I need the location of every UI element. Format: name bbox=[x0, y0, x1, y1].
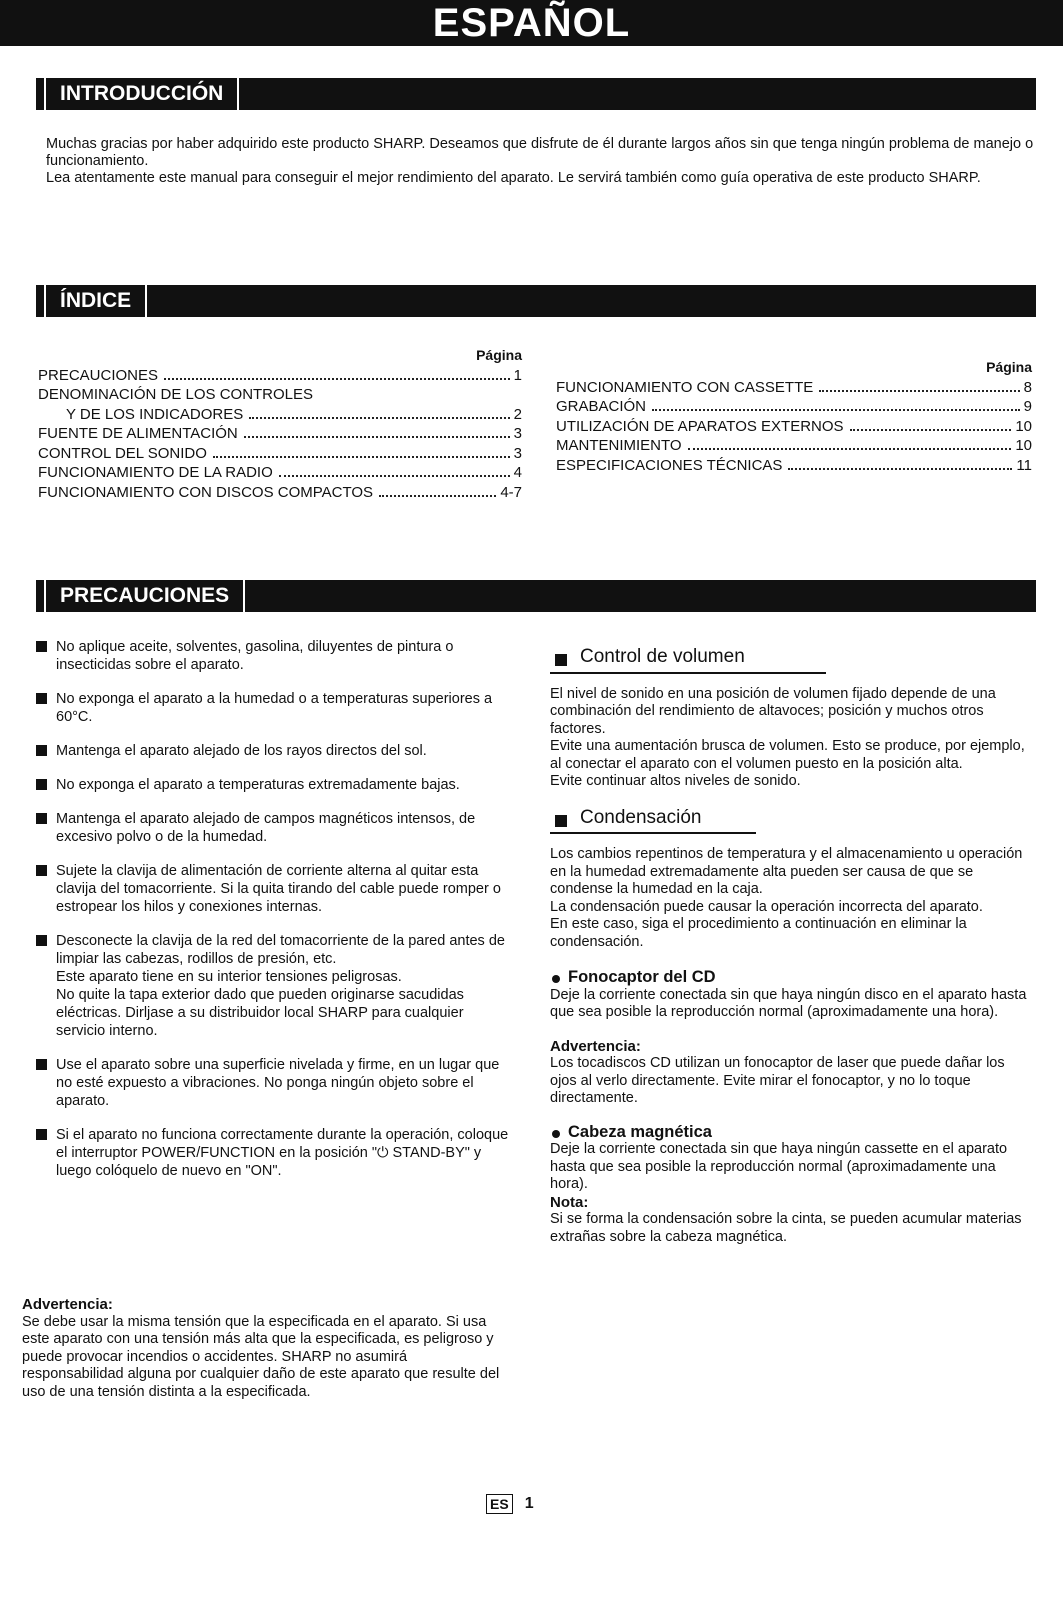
toc-page-label: Página bbox=[476, 347, 522, 363]
magnetic-head-heading: Cabeza magnética bbox=[550, 1124, 1028, 1142]
toc-row: FUNCIONAMIENTO CON CASSETTE 8 bbox=[556, 378, 1032, 396]
section-title-indice: ÍNDICE bbox=[44, 285, 147, 317]
volume-text: Evite continuar altos niveles de sonido. bbox=[550, 773, 801, 789]
toc-row: MANTENIMIENTO 10 bbox=[556, 437, 1032, 454]
laser-warning-heading: Advertencia: bbox=[550, 1037, 641, 1055]
toc-row: FUNCIONAMIENTO CON DISCOS COMPACTOS 4-7 bbox=[38, 483, 522, 501]
section-title-intro: INTRODUCCIÓN bbox=[44, 78, 239, 110]
page-title: ESPAÑOL bbox=[432, 1, 631, 45]
condensation-text: En este caso, siga el procedimiento a continuación en eliminar la condensación. bbox=[550, 916, 967, 950]
precautions-list bbox=[36, 638, 512, 1196]
precaution-item: Use el aparato sobre una superficie nivelada y firme, en un lugar que no esté expuesto a vibraciones. No ponga ningún objeto sobre el aparato. bbox=[36, 1056, 512, 1110]
magnetic-head-text: Deje la corriente conectada sin que haya ningún cassette en el aparato hasta que sea posible la reproducción normal (aproximadamente una hora). bbox=[550, 1141, 1008, 1192]
note-heading: Nota: bbox=[550, 1193, 589, 1211]
intro-text bbox=[46, 136, 1036, 187]
toc-left bbox=[38, 346, 522, 502]
cd-pickup-text: Deje la corriente conectada sin que haya ningún disco en el aparato hasta que sea posible la reproducción normal (aproximadamente una hora). bbox=[550, 986, 1027, 1020]
warning-heading: Advertencia: bbox=[22, 1296, 113, 1313]
precaution-item: Mantenga el aparato alejado de los rayos directos del sol. bbox=[36, 742, 512, 760]
precaution-item: No exponga el aparato a temperaturas extremadamente bajas. bbox=[36, 776, 512, 794]
laser-warning-text: Los tocadiscos CD utilizan un fonocaptor de laser que puede dañar los ojos al verlo directamente. Evite mirar el fonocaptor, y no lo toque directamente. bbox=[550, 1055, 1005, 1106]
toc-row: UTILIZACIÓN DE APARATOS EXTERNOS 10 bbox=[556, 417, 1032, 435]
precaution-item: Desconecte la clavija de la red del tomacorriente de la pared antes de limpiar las cabezas, rodillos de presión, etc. Este aparato tiene en su interior tensiones peligrosas. No quite la tapa exterior dado que pueden originarse sacudidas eléctricas. Dirljase a su distribuidor local SHARP para cualquier servicio interno. bbox=[36, 932, 512, 1040]
volume-heading: Control de volumen bbox=[550, 644, 826, 674]
condensation-text: La condensación puede causar la operación incorrecta del aparato. bbox=[550, 898, 983, 915]
toc-row: FUENTE DE ALIMENTACIÓN 3 bbox=[38, 425, 522, 442]
section-bar-indice bbox=[36, 285, 1036, 317]
toc-row: FUNCIONAMIENTO DE LA RADIO 4 bbox=[38, 464, 522, 481]
volume-text: Evite una aumentación brusca de volumen. Esto se produce, por ejemplo, al conectar el aparato con el volumen puesto en la posición alta. bbox=[550, 738, 1025, 772]
volume-text: El nivel de sonido en una posición de volumen fijado depende de una combinación del rendimiento de altavoces; posición y muchos otros factores. bbox=[550, 685, 996, 737]
precaution-item: Sujete la clavija de alimentación de corriente alterna al quitar esta clavija del tomacorriente. Si la quita tirando del cable puede romper o estropear los hilos y conexiones internas. bbox=[36, 862, 512, 916]
precaution-item: No exponga el aparato a la humedad o a temperaturas superiores a 60°C. bbox=[36, 690, 512, 726]
intro-paragraph: Lea atentamente este manual para conseguir el mejor rendimiento del aparato. Le servirá también como guía operativa de este producto SHARP. bbox=[46, 170, 981, 186]
page-title-banner bbox=[0, 0, 1063, 46]
condensation-text: Los cambios repentinos de temperatura y el almacenamiento u operación en la humedad extremadamente alta pueden ser causa de que se condense la humedad en la caja. bbox=[550, 846, 1023, 897]
language-badge: ES bbox=[486, 1494, 513, 1514]
toc-row: PRECAUCIONES 1 bbox=[38, 366, 522, 384]
precaution-item: Mantenga el aparato alejado de campos magnéticos intensos, de excesivo polvo o de la humedad. bbox=[36, 810, 512, 846]
cd-pickup-heading: Fonocaptor del CD bbox=[550, 969, 1028, 987]
precaution-item: Si el aparato no funciona correctamente durante la operación, coloque el interruptor POWER/FUNCTION en la posición "⏻ STAND-BY" y luego colóquelo de nuevo en "ON". bbox=[36, 1126, 512, 1180]
toc-row: GRABACIÓN 9 bbox=[556, 398, 1032, 415]
warning-text: Se debe usar la misma tensión que la especificada en el aparato. Si usa este aparato con una tensión más alta que la especificada, es peligroso y puede provocar incendios o accidentes. SHARP no asumirá responsabilidad alguna por cualquier daño de este aparato que resulte del uso de una tensión distinta a la especificada. bbox=[22, 1313, 500, 1400]
section-bar-precauciones bbox=[36, 580, 1036, 612]
note-text: Si se forma la condensación sobre la cinta, se pueden acumular materias extrañas sobre la cabeza magnética. bbox=[550, 1211, 1022, 1245]
precaution-item: No aplique aceite, solventes, gasolina, diluyentes de pintura o insecticidas sobre el aparato. bbox=[36, 638, 512, 674]
toc-row: Y DE LOS INDICADORES 2 bbox=[66, 405, 522, 423]
toc-right bbox=[556, 358, 1032, 475]
section-bar-intro bbox=[36, 78, 1036, 110]
toc-page-label: Página bbox=[986, 359, 1032, 375]
toc-row: ESPECIFICACIONES TÉCNICAS 11 bbox=[556, 456, 1032, 474]
page-footer bbox=[486, 1494, 534, 1514]
section-title-precauciones: PRECAUCIONES bbox=[44, 580, 245, 612]
toc-row: CONTROL DEL SONIDO 3 bbox=[38, 444, 522, 462]
condensation-heading: Condensación bbox=[550, 805, 756, 835]
page-number: 1 bbox=[524, 1495, 534, 1512]
right-column bbox=[550, 644, 1028, 1246]
voltage-warning bbox=[22, 1296, 504, 1401]
intro-paragraph: Muchas gracias por haber adquirido este producto SHARP. Deseamos que disfrute de él durante largos años sin que tenga ningún problema de manejo o funcionamiento. bbox=[46, 136, 1034, 169]
toc-row: DENOMINACIÓN DE LOS CONTROLES bbox=[38, 386, 314, 403]
